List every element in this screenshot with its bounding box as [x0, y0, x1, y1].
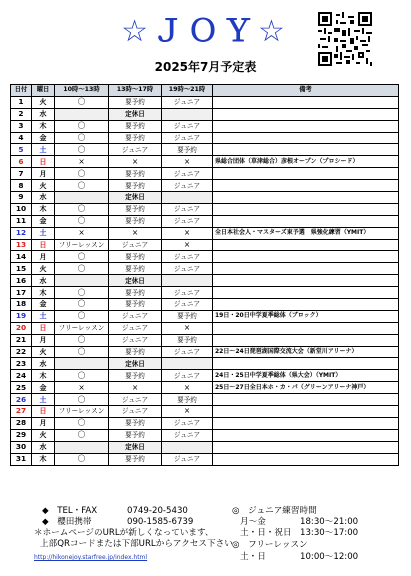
slot-morning-cell	[55, 358, 109, 370]
junior-weekend-time: 13:30～17:00	[300, 528, 359, 538]
slot-morning-cell: フリーレッスン	[55, 239, 109, 251]
note-cell: 24日・25日中学夏季総体（県大会）（YMIT）	[213, 370, 399, 382]
weekday-cell: 金	[32, 215, 55, 227]
day-cell: 5	[11, 144, 32, 156]
slot-afternoon-cell: 要予約	[109, 168, 162, 180]
schedule-table	[10, 84, 399, 466]
slot-evening-cell: 要予約	[162, 310, 213, 322]
slot-morning-cell: 〇	[55, 429, 109, 441]
note-cell	[213, 180, 399, 192]
weekday-cell: 火	[32, 180, 55, 192]
slot-evening-cell: ジュニア	[162, 215, 213, 227]
closed-day-cell: 定休日	[109, 441, 162, 453]
slot-evening-cell: ×	[162, 227, 213, 239]
slot-afternoon-cell: ジュニア	[109, 394, 162, 406]
tel-fax-label: ◆ TEL・FAX	[42, 506, 98, 516]
schedule-row	[11, 453, 399, 465]
note-cell	[213, 263, 399, 275]
day-cell: 16	[11, 275, 32, 287]
slot-morning-cell: 〇	[55, 180, 109, 192]
day-cell: 4	[11, 132, 32, 144]
weekday-cell: 水	[32, 192, 55, 204]
slot-afternoon-cell: ×	[109, 156, 162, 168]
day-cell: 30	[11, 441, 32, 453]
slot-morning-cell: ×	[55, 156, 109, 168]
slot-afternoon-cell: 要予約	[109, 299, 162, 311]
weekday-cell: 土	[32, 144, 55, 156]
day-cell: 17	[11, 287, 32, 299]
note-cell	[213, 108, 399, 120]
note-cell	[213, 132, 399, 144]
slot-evening-cell: ジュニア	[162, 453, 213, 465]
slot-afternoon-cell: 要予約	[109, 251, 162, 263]
slot-evening-cell: ジュニア	[162, 429, 213, 441]
day-cell: 14	[11, 251, 32, 263]
schedule-row	[11, 441, 399, 453]
slot-morning-cell: 〇	[55, 251, 109, 263]
schedule-row	[11, 203, 399, 215]
header-notes: 備考	[213, 85, 399, 97]
slot-morning-cell: 〇	[55, 287, 109, 299]
slot-evening-cell: 要予約	[162, 334, 213, 346]
slot-evening-cell	[162, 441, 213, 453]
header-date: 日付	[11, 85, 32, 97]
slot-evening-cell: ジュニア	[162, 263, 213, 275]
day-cell: 2	[11, 108, 32, 120]
slot-afternoon-cell: 要予約	[109, 96, 162, 108]
day-cell: 9	[11, 192, 32, 204]
weekday-cell: 木	[32, 287, 55, 299]
note-cell	[213, 358, 399, 370]
note-cell: 全日本社会人・マスターズ東予選 県強化練習（YMIT）	[213, 227, 399, 239]
url-notice-line-1: ＊ホームページのURLが新しくなっています、	[34, 528, 214, 538]
junior-weekday-label: 月～金	[240, 517, 266, 527]
slot-morning-cell: 〇	[55, 120, 109, 132]
note-cell	[213, 96, 399, 108]
schedule-row	[11, 215, 399, 227]
slot-afternoon-cell: ジュニア	[109, 310, 162, 322]
slot-evening-cell: 要予約	[162, 144, 213, 156]
weekday-cell: 月	[32, 334, 55, 346]
slot-evening-cell: ×	[162, 156, 213, 168]
free-lesson-title: ◎ フリーレッスン	[232, 540, 308, 550]
note-cell	[213, 251, 399, 263]
slot-evening-cell	[162, 358, 213, 370]
slot-afternoon-cell: 要予約	[109, 370, 162, 382]
slot-evening-cell: ジュニア	[162, 132, 213, 144]
schedule-row	[11, 406, 399, 418]
slot-afternoon-cell: ジュニア	[109, 334, 162, 346]
mobile-number[interactable]: 090-1585-6739	[127, 517, 194, 527]
schedule-row	[11, 322, 399, 334]
slot-morning-cell: 〇	[55, 417, 109, 429]
weekday-cell: 日	[32, 239, 55, 251]
weekday-cell: 木	[32, 453, 55, 465]
day-cell: 25	[11, 382, 32, 394]
slot-evening-cell: ジュニア	[162, 180, 213, 192]
weekday-cell: 火	[32, 96, 55, 108]
slot-evening-cell: ×	[162, 382, 213, 394]
weekday-cell: 日	[32, 406, 55, 418]
day-cell: 13	[11, 239, 32, 251]
slot-evening-cell: ジュニア	[162, 168, 213, 180]
schedule-row	[11, 120, 399, 132]
qr-code[interactable]	[318, 12, 372, 66]
note-cell	[213, 394, 399, 406]
weekday-cell: 火	[32, 346, 55, 358]
schedule-row	[11, 227, 399, 239]
slot-afternoon-cell: 要予約	[109, 417, 162, 429]
slot-evening-cell: 要予約	[162, 394, 213, 406]
slot-afternoon-cell: ジュニア	[109, 144, 162, 156]
note-cell	[213, 215, 399, 227]
slot-morning-cell	[55, 275, 109, 287]
weekday-cell: 水	[32, 441, 55, 453]
slot-evening-cell: ジュニア	[162, 417, 213, 429]
note-cell	[213, 192, 399, 204]
slot-morning-cell: 〇	[55, 310, 109, 322]
slot-morning-cell: ×	[55, 382, 109, 394]
schedule-row	[11, 180, 399, 192]
weekday-cell: 土	[32, 310, 55, 322]
day-cell: 6	[11, 156, 32, 168]
note-cell	[213, 453, 399, 465]
slot-afternoon-cell: ×	[109, 382, 162, 394]
schedule-subtitle: 2025年7月予定表	[154, 60, 257, 74]
note-cell	[213, 120, 399, 132]
header-slot-afternoon: 13時～17時	[109, 85, 162, 97]
slot-afternoon-cell: ×	[109, 227, 162, 239]
slot-evening-cell: ジュニア	[162, 299, 213, 311]
note-cell	[213, 239, 399, 251]
day-cell: 31	[11, 453, 32, 465]
schedule-row	[11, 251, 399, 263]
day-cell: 15	[11, 263, 32, 275]
slot-morning-cell: 〇	[55, 132, 109, 144]
schedule-row	[11, 239, 399, 251]
header-weekday: 曜日	[32, 85, 55, 97]
day-cell: 3	[11, 120, 32, 132]
note-cell	[213, 322, 399, 334]
slot-evening-cell	[162, 275, 213, 287]
note-cell	[213, 168, 399, 180]
weekday-cell: 金	[32, 299, 55, 311]
slot-evening-cell: ジュニア	[162, 346, 213, 358]
note-cell	[213, 429, 399, 441]
slot-evening-cell: ジュニア	[162, 287, 213, 299]
schedule-row	[11, 108, 399, 120]
note-cell: 19日・20日中学夏季総体（ブロック）	[213, 310, 399, 322]
schedule-row	[11, 417, 399, 429]
weekday-cell: 火	[32, 429, 55, 441]
schedule-row	[11, 156, 399, 168]
day-cell: 10	[11, 203, 32, 215]
weekday-cell: 火	[32, 263, 55, 275]
weekday-cell: 水	[32, 108, 55, 120]
schedule-row	[11, 346, 399, 358]
slot-morning-cell: 〇	[55, 203, 109, 215]
note-cell	[213, 287, 399, 299]
free-lesson-label: 土・日	[240, 552, 266, 562]
junior-weekday-time: 18:30～21:00	[300, 517, 359, 527]
note-cell	[213, 406, 399, 418]
day-cell: 12	[11, 227, 32, 239]
note-cell	[213, 275, 399, 287]
schedule-row	[11, 394, 399, 406]
slot-morning-cell: 〇	[55, 96, 109, 108]
day-cell: 1	[11, 96, 32, 108]
slot-afternoon-cell: 要予約	[109, 287, 162, 299]
slot-afternoon-cell: ジュニア	[109, 322, 162, 334]
slot-afternoon-cell: 要予約	[109, 120, 162, 132]
slot-morning-cell: 〇	[55, 453, 109, 465]
schedule-row	[11, 192, 399, 204]
note-cell: 25日～27日全日本ホ・カ・パ（グリーンアリーナ神戸）	[213, 382, 399, 394]
day-cell: 24	[11, 370, 32, 382]
mobile-label: ◆ 櫻田携帯	[42, 517, 92, 527]
schedule-row	[11, 144, 399, 156]
slot-evening-cell: ジュニア	[162, 370, 213, 382]
weekday-cell: 土	[32, 394, 55, 406]
schedule-row	[11, 132, 399, 144]
header-slot-morning: 10時～13時	[55, 85, 109, 97]
slot-evening-cell: ジュニア	[162, 203, 213, 215]
note-cell: 22日～24日琵琶湖国際交流大会（新堂川アリーナ）	[213, 346, 399, 358]
slot-afternoon-cell: 要予約	[109, 132, 162, 144]
weekday-cell: 水	[32, 275, 55, 287]
schedule-row	[11, 358, 399, 370]
note-cell	[213, 299, 399, 311]
slot-morning-cell: 〇	[55, 346, 109, 358]
slot-afternoon-cell: 要予約	[109, 203, 162, 215]
slot-evening-cell: ×	[162, 406, 213, 418]
slot-morning-cell: 〇	[55, 263, 109, 275]
slot-morning-cell: 〇	[55, 168, 109, 180]
day-cell: 27	[11, 406, 32, 418]
day-cell: 18	[11, 299, 32, 311]
closed-day-cell: 定休日	[109, 192, 162, 204]
weekday-cell: 金	[32, 382, 55, 394]
slot-morning-cell: 〇	[55, 334, 109, 346]
day-cell: 23	[11, 358, 32, 370]
slot-evening-cell: ×	[162, 239, 213, 251]
page-title: ☆ＪＯＹ☆	[121, 14, 290, 49]
day-cell: 20	[11, 322, 32, 334]
slot-morning-cell	[55, 192, 109, 204]
weekday-cell: 木	[32, 203, 55, 215]
day-cell: 19	[11, 310, 32, 322]
junior-practice-title: ◎ ジュニア練習時間	[232, 506, 317, 516]
free-lesson-time: 10:00～12:00	[300, 552, 359, 562]
slot-morning-cell: フリーレッスン	[55, 406, 109, 418]
day-cell: 26	[11, 394, 32, 406]
weekday-cell: 日	[32, 322, 55, 334]
day-cell: 29	[11, 429, 32, 441]
header-slot-evening: 19時～21時	[162, 85, 213, 97]
weekday-cell: 月	[32, 168, 55, 180]
slot-morning-cell: 〇	[55, 299, 109, 311]
slot-morning-cell: 〇	[55, 144, 109, 156]
day-cell: 22	[11, 346, 32, 358]
slot-morning-cell: 〇	[55, 370, 109, 382]
slot-evening-cell: ×	[162, 322, 213, 334]
homepage-link[interactable]: http://hikonejoy.starfree.jp/index.html	[34, 554, 148, 561]
schedule-row	[11, 334, 399, 346]
day-cell: 11	[11, 215, 32, 227]
slot-afternoon-cell: 要予約	[109, 263, 162, 275]
schedule-row	[11, 382, 399, 394]
schedule-row	[11, 429, 399, 441]
slot-afternoon-cell: ジュニア	[109, 406, 162, 418]
weekday-cell: 土	[32, 227, 55, 239]
note-cell	[213, 441, 399, 453]
slot-afternoon-cell: 要予約	[109, 453, 162, 465]
slot-evening-cell: ジュニア	[162, 251, 213, 263]
weekday-cell: 金	[32, 132, 55, 144]
slot-morning-cell	[55, 441, 109, 453]
note-cell	[213, 334, 399, 346]
day-cell: 7	[11, 168, 32, 180]
slot-evening-cell: ジュニア	[162, 120, 213, 132]
slot-afternoon-cell: ジュニア	[109, 239, 162, 251]
slot-morning-cell: ×	[55, 227, 109, 239]
schedule-row	[11, 310, 399, 322]
slot-afternoon-cell: 要予約	[109, 346, 162, 358]
slot-evening-cell: ジュニア	[162, 96, 213, 108]
schedule-header-row	[11, 85, 399, 97]
note-cell: 県総合団体（草津総合）彦根オープン（プロシード）	[213, 156, 399, 168]
contact-footer	[0, 506, 411, 576]
schedule-row	[11, 168, 399, 180]
slot-morning-cell: 〇	[55, 215, 109, 227]
weekday-cell: 木	[32, 370, 55, 382]
slot-morning-cell: フリーレッスン	[55, 322, 109, 334]
slot-afternoon-cell: 要予約	[109, 215, 162, 227]
day-cell: 28	[11, 417, 32, 429]
schedule-row	[11, 370, 399, 382]
closed-day-cell: 定休日	[109, 108, 162, 120]
note-cell	[213, 417, 399, 429]
slot-morning-cell: 〇	[55, 394, 109, 406]
weekday-cell: 月	[32, 251, 55, 263]
url-notice-line-2: 上部QRコードまたは下部URLからアクセス下さい	[40, 539, 233, 549]
schedule-row	[11, 96, 399, 108]
schedule-row	[11, 263, 399, 275]
slot-morning-cell	[55, 108, 109, 120]
schedule-row	[11, 275, 399, 287]
day-cell: 21	[11, 334, 32, 346]
slot-evening-cell	[162, 192, 213, 204]
slot-afternoon-cell: 要予約	[109, 180, 162, 192]
slot-afternoon-cell: 要予約	[109, 429, 162, 441]
schedule-row	[11, 299, 399, 311]
day-cell: 8	[11, 180, 32, 192]
note-cell	[213, 144, 399, 156]
weekday-cell: 水	[32, 358, 55, 370]
note-cell	[213, 203, 399, 215]
weekday-cell: 日	[32, 156, 55, 168]
slot-evening-cell	[162, 108, 213, 120]
closed-day-cell: 定休日	[109, 358, 162, 370]
junior-weekend-label: 土・日・祝日	[240, 528, 292, 538]
weekday-cell: 月	[32, 417, 55, 429]
tel-fax-number[interactable]: 0749-20-5430	[127, 506, 188, 516]
weekday-cell: 木	[32, 120, 55, 132]
schedule-row	[11, 287, 399, 299]
closed-day-cell: 定休日	[109, 275, 162, 287]
